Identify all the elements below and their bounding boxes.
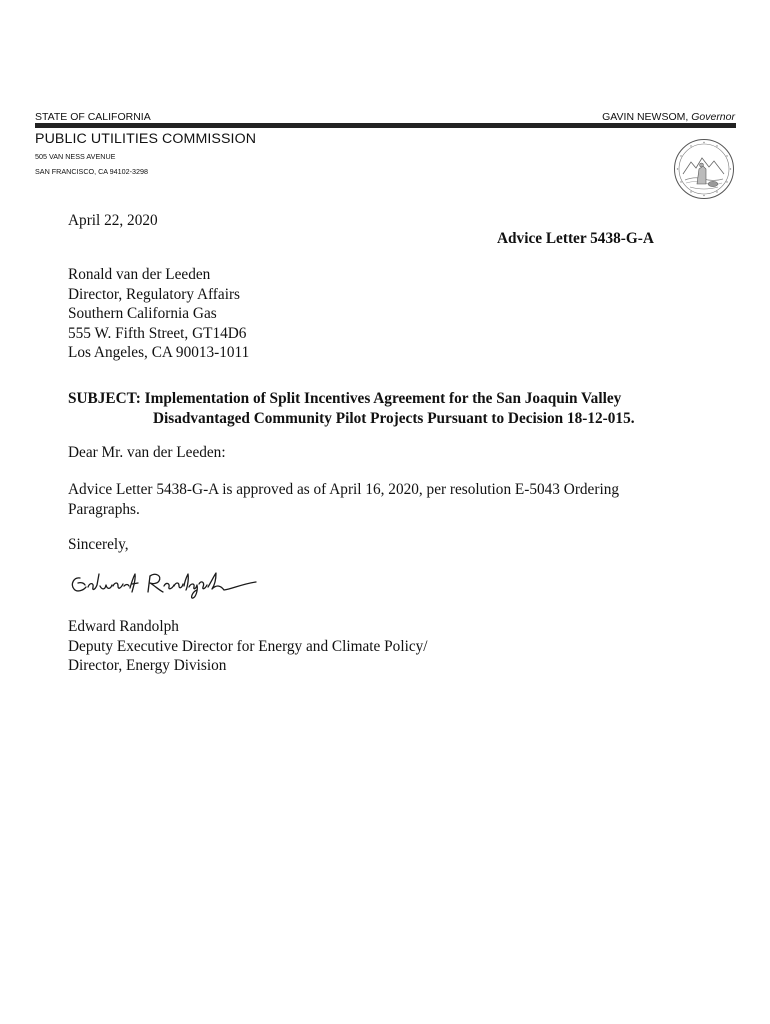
governor-label (602, 111, 735, 123)
advice-letter-reference: Advice Letter 5438-G-A (497, 230, 654, 247)
closing: Sincerely, (68, 536, 129, 553)
approval-line-2: Paragraphs. (68, 500, 140, 518)
letter-date: April 22, 2020 (68, 212, 158, 229)
signer-title-1: Deputy Executive Director for Energy and Climate Policy/ (68, 637, 428, 655)
signer-name: Edward Randolph (68, 618, 179, 635)
state-of-california-label: STATE OF CALIFORNIA (35, 111, 151, 123)
recipient-name: Ronald van der Leeden (68, 266, 211, 283)
approval-line-1: Advice Letter 5438-G-A is approved as of April 16, 2020, per resolution E-5043 Ordering (68, 481, 619, 498)
handwritten-signature (66, 566, 266, 600)
governor-title: Governor (691, 111, 735, 123)
recipient-street: 555 W. Fifth Street, GT14D6 (68, 324, 247, 342)
california-state-seal-icon (673, 138, 735, 200)
recipient-city: Los Angeles, CA 90013-1011 (68, 344, 250, 361)
subject-line-2: Disadvantaged Community Pilot Projects Pursuant to Decision 18-12-015. (153, 409, 635, 427)
recipient-company: Southern California Gas (68, 305, 217, 322)
letterhead-rule (35, 123, 736, 128)
recipient-title: Director, Regulatory Affairs (68, 285, 240, 303)
signer-block (68, 617, 428, 676)
agency-address-line2: SAN FRANCISCO, CA 94102-3298 (35, 167, 149, 176)
salutation: Dear Mr. van der Leeden: (68, 444, 226, 461)
subject-line-1: SUBJECT: Implementation of Split Incentives Agreement for the San Joaquin Valley (68, 390, 622, 407)
signer-title-2: Director, Energy Division (68, 657, 227, 674)
recipient-address-block (68, 265, 249, 363)
subject-block (68, 389, 708, 428)
approval-paragraph (68, 480, 668, 519)
governor-name: GAVIN NEWSOM, (602, 111, 689, 123)
agency-name: PUBLIC UTILITIES COMMISSION (35, 131, 257, 147)
agency-address-line1: 505 VAN NESS AVENUE (35, 152, 116, 161)
